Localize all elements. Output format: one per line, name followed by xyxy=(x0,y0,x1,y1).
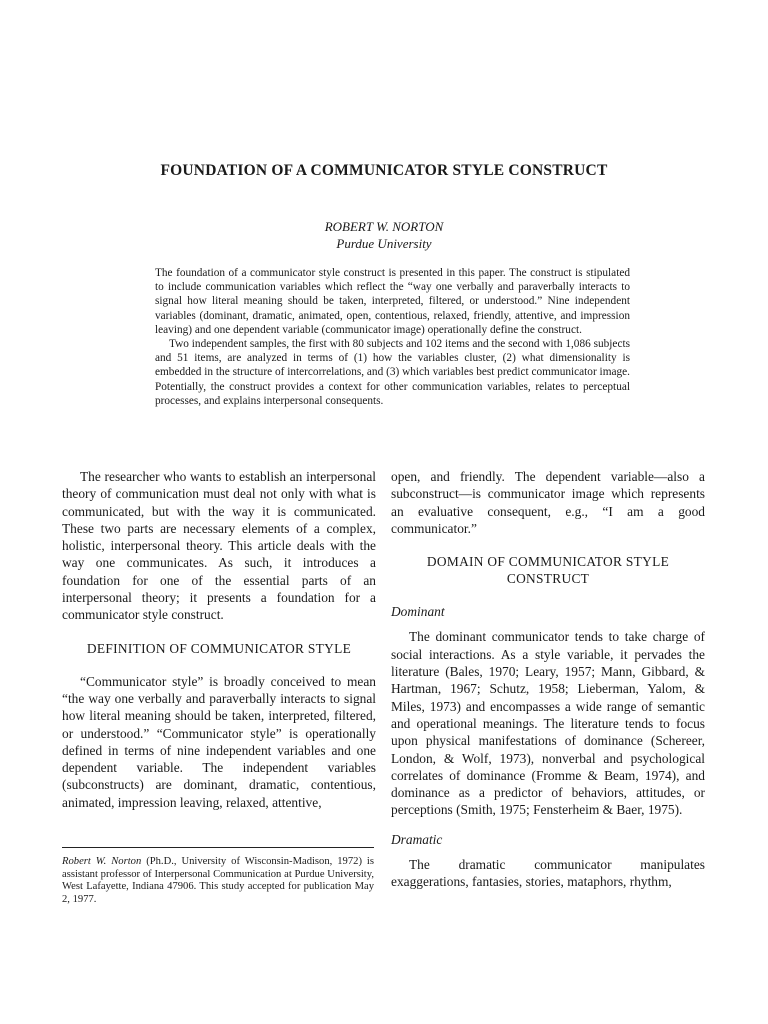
paper-title: FOUNDATION OF A COMMUNICATOR STYLE CONSTRUCT xyxy=(160,162,608,179)
right-column xyxy=(391,468,705,891)
intro-paragraph: The researcher who wants to establish an interpersonal theory of communication must deal not only with what is communicated, but with the way it is communicated. These two parts are necessary elements of a complex, holistic, interpersonal theory. This article deals with the way one communicates. As such, it introduces a foundation for one of the essential parts of an interpersonal theory; it presents a foundation for a communicator style construct. xyxy=(62,469,376,623)
footnote-author-name: Robert W. Norton xyxy=(62,856,142,867)
section-heading-domain: DOMAIN OF COMMUNICATOR STYLE CONSTRUCT xyxy=(426,554,670,587)
footnote-rule xyxy=(62,847,374,848)
author-footnote xyxy=(62,856,374,906)
dominant-paragraph: The dominant communicator tends to take charge of social interactions. As a style variable, it pervades the literature (Bales, 1970; Leary, 1957; Mann, Gibbard, & Hartman, 1967; Schutz, 1958; Lieberman, Yalom, & Miles, 1973) and encompasses a wide range of semantic and operational meanings. The literature tends to focus upon physical manifestations of dominance (Schereer, London, & Wolf, 1973), nonverbal and psychological correlates of dominance (Fromme & Beam, 1974), and dominance as a predictor of behaviors, attitudes, or perceptions (Smith, 1975; Fensterheim & Baer, 1975). xyxy=(391,629,705,818)
abstract-paragraph-1: The foundation of a communicator style construct is presented in this paper. The construct is stipulated to include communication variables which reflect the “way one verbally and paraverbally interacts to signal how literal meaning should be taken, interpreted, filtered, or understood.” Nine independent variables (dominant, dramatic, animated, open, contentious, relaxed, friendly, attentive, and impression leaving) and one dependent variable (communicator image) operationally define the construct. xyxy=(155,267,630,336)
abstract-paragraph-2: Two independent samples, the first with 80 subjects and 102 items and the second with 1,086 subjects and 51 items, are analyzed in terms of (1) how the variables cluster, (2) what dimensionality is embedded in the structure of intercorrelations, and (3) which variables best predict communicator image. Potentially, the construct provides a context for other communication variables, relates to perceptual processes, and explains interpersonal consequents. xyxy=(155,338,630,407)
definition-paragraph: “Communicator style” is broadly conceived to mean “the way one verbally and paraverbally interacts to signal how literal meaning should be taken, interpreted, filtered, or understood.” “Communicator style” is operationally defined in terms of nine independent variables and one dependent variable. The independent variables (subconstructs) are dominant, dramatic, contentious, animated, impression leaving, relaxed, attentive, xyxy=(62,673,376,810)
section-heading-definition: DEFINITION OF COMMUNICATOR STYLE xyxy=(86,640,352,656)
footnote-text: (Ph.D., University of Wisconsin-Madison, 1972) is assistant professor of Interpersonal Communication at Purdue University, West Lafayette, Indiana 47906. This study accepted for publication May 2, 1977. xyxy=(62,856,374,905)
continued-paragraph: open, and friendly. The dependent variable—also a subconstruct—is communicator image which represents an evaluative consequent, e.g., “I am a good communicator.” xyxy=(391,469,705,536)
author-name: ROBERT W. NORTON xyxy=(324,219,444,234)
left-column xyxy=(62,468,376,811)
subheading-dramatic: Dramatic xyxy=(391,831,443,847)
author-block xyxy=(0,218,768,252)
author-affiliation: Purdue University xyxy=(336,236,432,251)
dramatic-paragraph: The dramatic communicator manipulates exaggerations, fantasies, stories, mataphors, rhythm, xyxy=(391,857,705,890)
subheading-dominant: Dominant xyxy=(391,604,445,620)
abstract xyxy=(155,266,630,408)
